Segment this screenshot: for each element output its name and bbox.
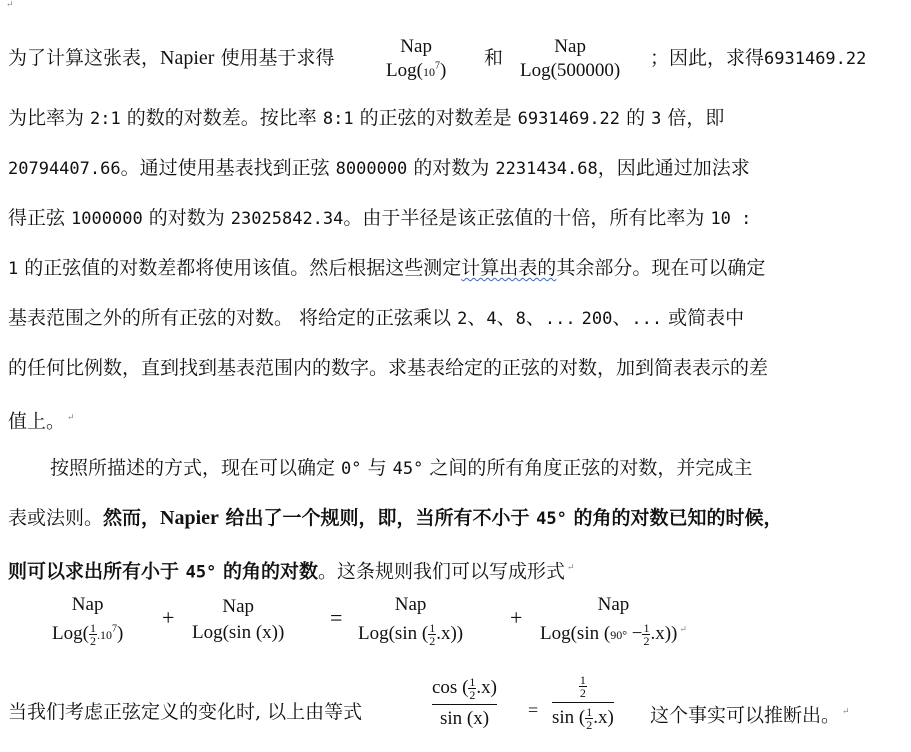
den-text: .x)) [650,622,678,644]
fraction-denominator [358,622,463,647]
den-text: .x) [593,706,614,728]
number: 200 [581,309,613,329]
para1-line2 [8,106,724,131]
den-text: ) [439,60,447,81]
para1-line1-end [650,46,866,71]
number: 0° [341,459,362,479]
napier-name: Napier [160,47,215,69]
number: 2231434.68 [495,159,598,179]
text-run: 。由于半径是该正弦值的十倍，所有比率为 [343,207,711,229]
text-run: 按照所描述的方式，现在可以确定 [50,457,342,479]
equation-term-2 [192,596,284,644]
number: 10 : [710,209,752,229]
den-text: .x)) [436,622,464,644]
inline-num: 1 [643,621,650,635]
paragraph-mark: ↵ [6,0,14,10]
text-run: 基表范围之外的所有正弦的对数。 将给定的正弦乘以 [8,307,458,329]
bold-number: 45° [185,562,217,583]
para2-line1 [50,456,752,481]
inline-den: 2 [89,634,96,648]
para1-line7: 的任何比例数，直到找到基表范围内的数字。求基表给定的正弦的对数，加到简表表示的差 [8,357,769,379]
final-line-tail [650,700,850,727]
fraction-nap-log-10-7 [386,36,446,82]
paragraph-mark: ↵ [566,563,575,573]
paragraph-mark: ↵ [67,413,75,423]
inline-num: 1 [429,621,436,635]
fraction-denominator [386,60,446,82]
den-exponent: 7 [434,60,440,72]
text-run: 、 [496,307,516,329]
bold-number: 45° [536,509,567,529]
inline-num: 1 [579,673,586,687]
den-base: 10 [422,65,435,79]
den-text: ) [116,622,124,644]
number: 20794407.66 [8,159,121,179]
den-text: Log(sin ( [358,622,429,644]
fraction-denominator: Log(sin (x)) [192,622,285,643]
number: 8:1 [322,109,354,129]
num-text: cos ( [432,676,469,698]
para1-line3 [8,156,750,181]
den-exponent: 7 [111,623,117,635]
fraction-numerator: Nap [400,36,432,57]
number: ... [544,309,576,329]
fraction-denominator: sin (x) [439,708,490,729]
spellcheck-underline: 计算出表的 [461,257,557,279]
bold-run: 给出了一个规则，即，当所有不小于 [218,507,537,529]
equals-operator: = [528,700,539,720]
text-run: 值上。 [8,410,66,433]
den-text: sin ( [552,706,586,728]
inline-num: 1 [586,705,593,719]
number: 6931469.22 [517,109,621,129]
text-run: 、 [525,307,545,329]
fraction-denominator [540,622,687,647]
number: 3 [651,109,662,129]
plus-operator: + [162,605,175,630]
inline-fraction [579,674,587,699]
fraction-half-over-sin [552,674,614,731]
fraction-denominator [552,706,614,731]
number: 8 [515,309,526,329]
inline-den: 2 [586,718,593,732]
inline-den: 2 [643,634,650,648]
number: 45° [392,459,424,479]
text-run: 的对数为 [407,157,496,179]
number: 1 [8,259,19,279]
final-line-lead: 当我们考虑正弦定义的变化时, 以上由等式 [8,701,363,723]
number: 23025842.34 [230,209,344,229]
inline-den: 2 [469,688,476,702]
fraction-cos-over-sin [432,676,497,730]
fraction-numerator: Nap [554,36,586,57]
fraction-bar [552,702,614,703]
den-text: Log( [386,60,423,81]
den-text: − [627,622,643,644]
plus-operator: + [510,605,523,630]
equation-term-4 [540,594,687,647]
text-run: 的 [620,107,652,129]
text-run: 的正弦值的对数差都将使用该值。然后根据这些测定 [18,257,462,279]
fraction-numerator: Nap [222,596,254,617]
para1-line8 [8,406,75,433]
fraction-numerator: Nap [71,594,104,615]
text-run: 倍，即 [661,107,725,129]
paragraph-mark: ↵ [679,623,687,634]
text-run: 。通过使用基表找到正弦 [120,157,336,179]
inline-den: 2 [429,634,436,648]
bold-run: 的角的对数已知的时候， [566,507,783,529]
inline-fraction [89,622,97,647]
text-run: 得正弦 [8,207,72,229]
fraction-numerator: Nap [394,594,427,615]
paragraph-mark: ↵ [842,707,850,717]
text-run: 或简表中 [662,307,745,329]
text-run: 使用基于求得 [214,47,335,69]
den-text: Log(sin ( [540,622,611,644]
text-run: ，因此通过加法求 [597,157,750,179]
text-run: 的正弦的对数差是 [353,107,518,129]
number: 1000000 [71,209,143,229]
text-run: 的数的对数差。按比率 [120,107,323,129]
inline-den: 2 [579,686,586,700]
text-run: 为比率为 [8,107,91,129]
text-run: 与 [361,457,393,479]
text-run: 的对数为 [142,207,231,229]
num-text: .x) [476,676,497,698]
den-text: Log( [52,622,89,644]
bold-run: 则可以求出所有小于 [8,560,186,583]
den-angle: 90° [610,627,627,642]
para1-line4 [8,206,751,231]
equation-term-1 [52,594,123,647]
equation-term-3 [358,594,463,647]
inline-fraction [428,622,436,647]
number: 6931469.22 [764,49,867,69]
para1-line6 [8,306,744,331]
fraction-numerator [552,674,614,699]
fraction-numerator [432,676,497,701]
napier-name-bold: Napier [160,507,219,529]
text-run: 这个事实可以推断出。 [650,704,841,727]
fraction-numerator: Nap [597,594,630,615]
number: 8000000 [335,159,408,179]
para1-line5 [8,256,765,281]
fraction-denominator: Log(500000) [520,60,621,81]
number: 2:1 [90,109,121,129]
text-run: 为了计算这张表， [8,47,161,69]
text-run: ；因此，求得 [650,47,765,69]
text-run: 、 [467,307,487,329]
para2-line2 [8,506,783,531]
number: ... [631,309,663,329]
text-run: 表或法则。 [8,507,104,529]
number: 2 [457,309,468,329]
den-text: .10 [96,627,112,642]
para1-line1 [8,46,334,70]
inline-num: 1 [469,675,476,689]
bold-run: 然而， [103,507,161,529]
bold-run: 的角的对数 [216,560,318,583]
text-run: 其余部分。现在可以确定 [556,257,766,279]
number: 4 [486,309,497,329]
fraction-bar [432,704,497,705]
text-run: 。这条规则我们可以写成形式 [317,560,565,583]
equals-operator: = [330,605,343,630]
fraction-denominator [52,622,123,647]
text-run: 之间的所有角度正弦的对数，并完成主 [423,457,753,479]
text-run: 、 [612,307,632,329]
inline-num: 1 [89,621,96,635]
fraction-nap-log-500000 [520,36,620,82]
word-and: 和 [484,47,504,69]
para2-line3 [8,556,575,584]
